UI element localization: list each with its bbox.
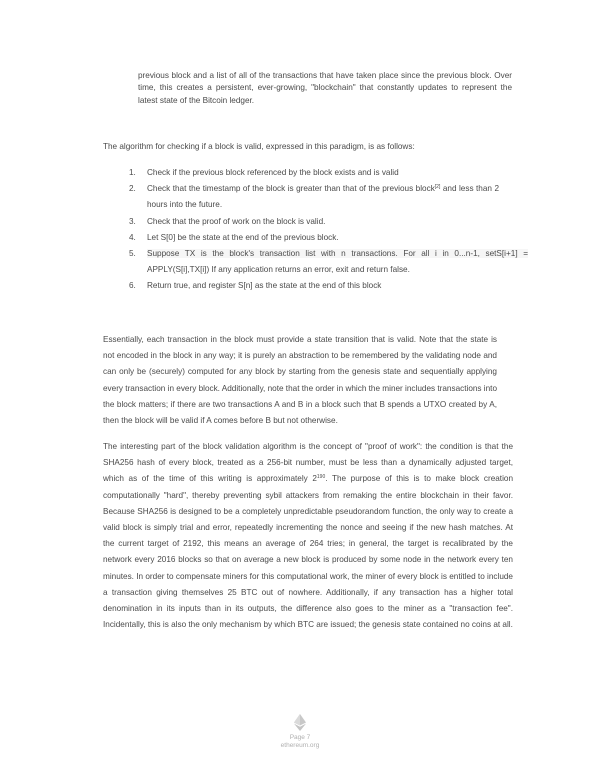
list-item: 4. Let S[0] be the state at the end of the previous block. [129,232,339,242]
list-item: 3. Check that the proof of work on the block is valid. [129,216,326,226]
proof-of-work-paragraph: The interesting part of the block validation algorithm is the concept of "proof of work": the condition is that the SHA256 hash of every block, treated as a 256-bit number, must be less than a dynamically adjusted target, which as of the time of this writing is approximately $2^{190}$. The purpose of this is to make block creation computationally "hard", thereby preventing sybil attackers from remaking the entire blockchain in their favor. Because SHA256 is designed to be a completely unpredictable pseudorandom function, the only way to create a valid block is simply trial and error, repeatedly incrementing the nonce and seeing if the new hash matches. At the current target of 2192, this means an average of 264 tries; in general, the target is recalibrated by the network every 2016 blocks so that on average a new block is produced by some node in the network every ten minutes. In order to compensate miners for this computational work, the miner of every block is entitled to include a transaction giving themselves 25 BTC out of nowhere. Additionally, if any transaction has a higher total denomination in its inputs than in its outputs, the difference also goes to the miner as a "transaction fee". Incidentally, this is also the only mechanism by which BTC are issued; the genesis state contained no coins at all. [103,442,513,630]
page-number: Page 7 [289,734,311,741]
list-item: 2. Check that the timestamp of the block is greater than that of the previous block[2] and less than 2 hours into the future. [129,184,499,210]
page-footer [0,714,600,750]
list-item: 6. Return true, and register S[n] as the state at the end of this block [129,281,382,291]
algorithm-intro: The algorithm for checking if a block is valid, expressed in this paradigm, is as follows: [103,142,415,151]
validation-steps-list [103,165,528,295]
footnote-ref[interactable]: [2] [434,184,441,191]
ethereum-logo-icon [294,714,306,731]
list-item: 1. Check if the previous block referenced by the block exists and is valid [129,168,399,177]
essentially-paragraph: Essentially, each transaction in the block must provide a state transition that is valid. Note that the state is not encoded in the block in any way; it is purely an abstraction to be remembered by the validating node and can only be (securely) computed for any block by starting from the genesis state and sequentially applying every transaction in every block. Additionally, note that the order in which the miner includes transactions into the block matters; if there are two transactions A and B in a block such that B spends a UTXO created by A, then the block will be valid if A comes before B but not otherwise. [103,335,497,426]
site-link[interactable]: ethereum.org [280,742,320,749]
exponent: 190 [316,474,326,481]
intro-paragraph: previous block and a list of all of the transactions that have taken place since the previous block. Over time, this creates a persistent, ever-growing, "blockchain" that constantly updates to represent the latest state of the Bitcoin ledger. [138,71,512,105]
list-item: 5. Suppose TX is the block's transaction list with n transactions. For all i in 0...n-1, setS[i+1] = APPLY(S[i],TX[i]) If any application returns an error, exit and return false. [129,249,528,275]
